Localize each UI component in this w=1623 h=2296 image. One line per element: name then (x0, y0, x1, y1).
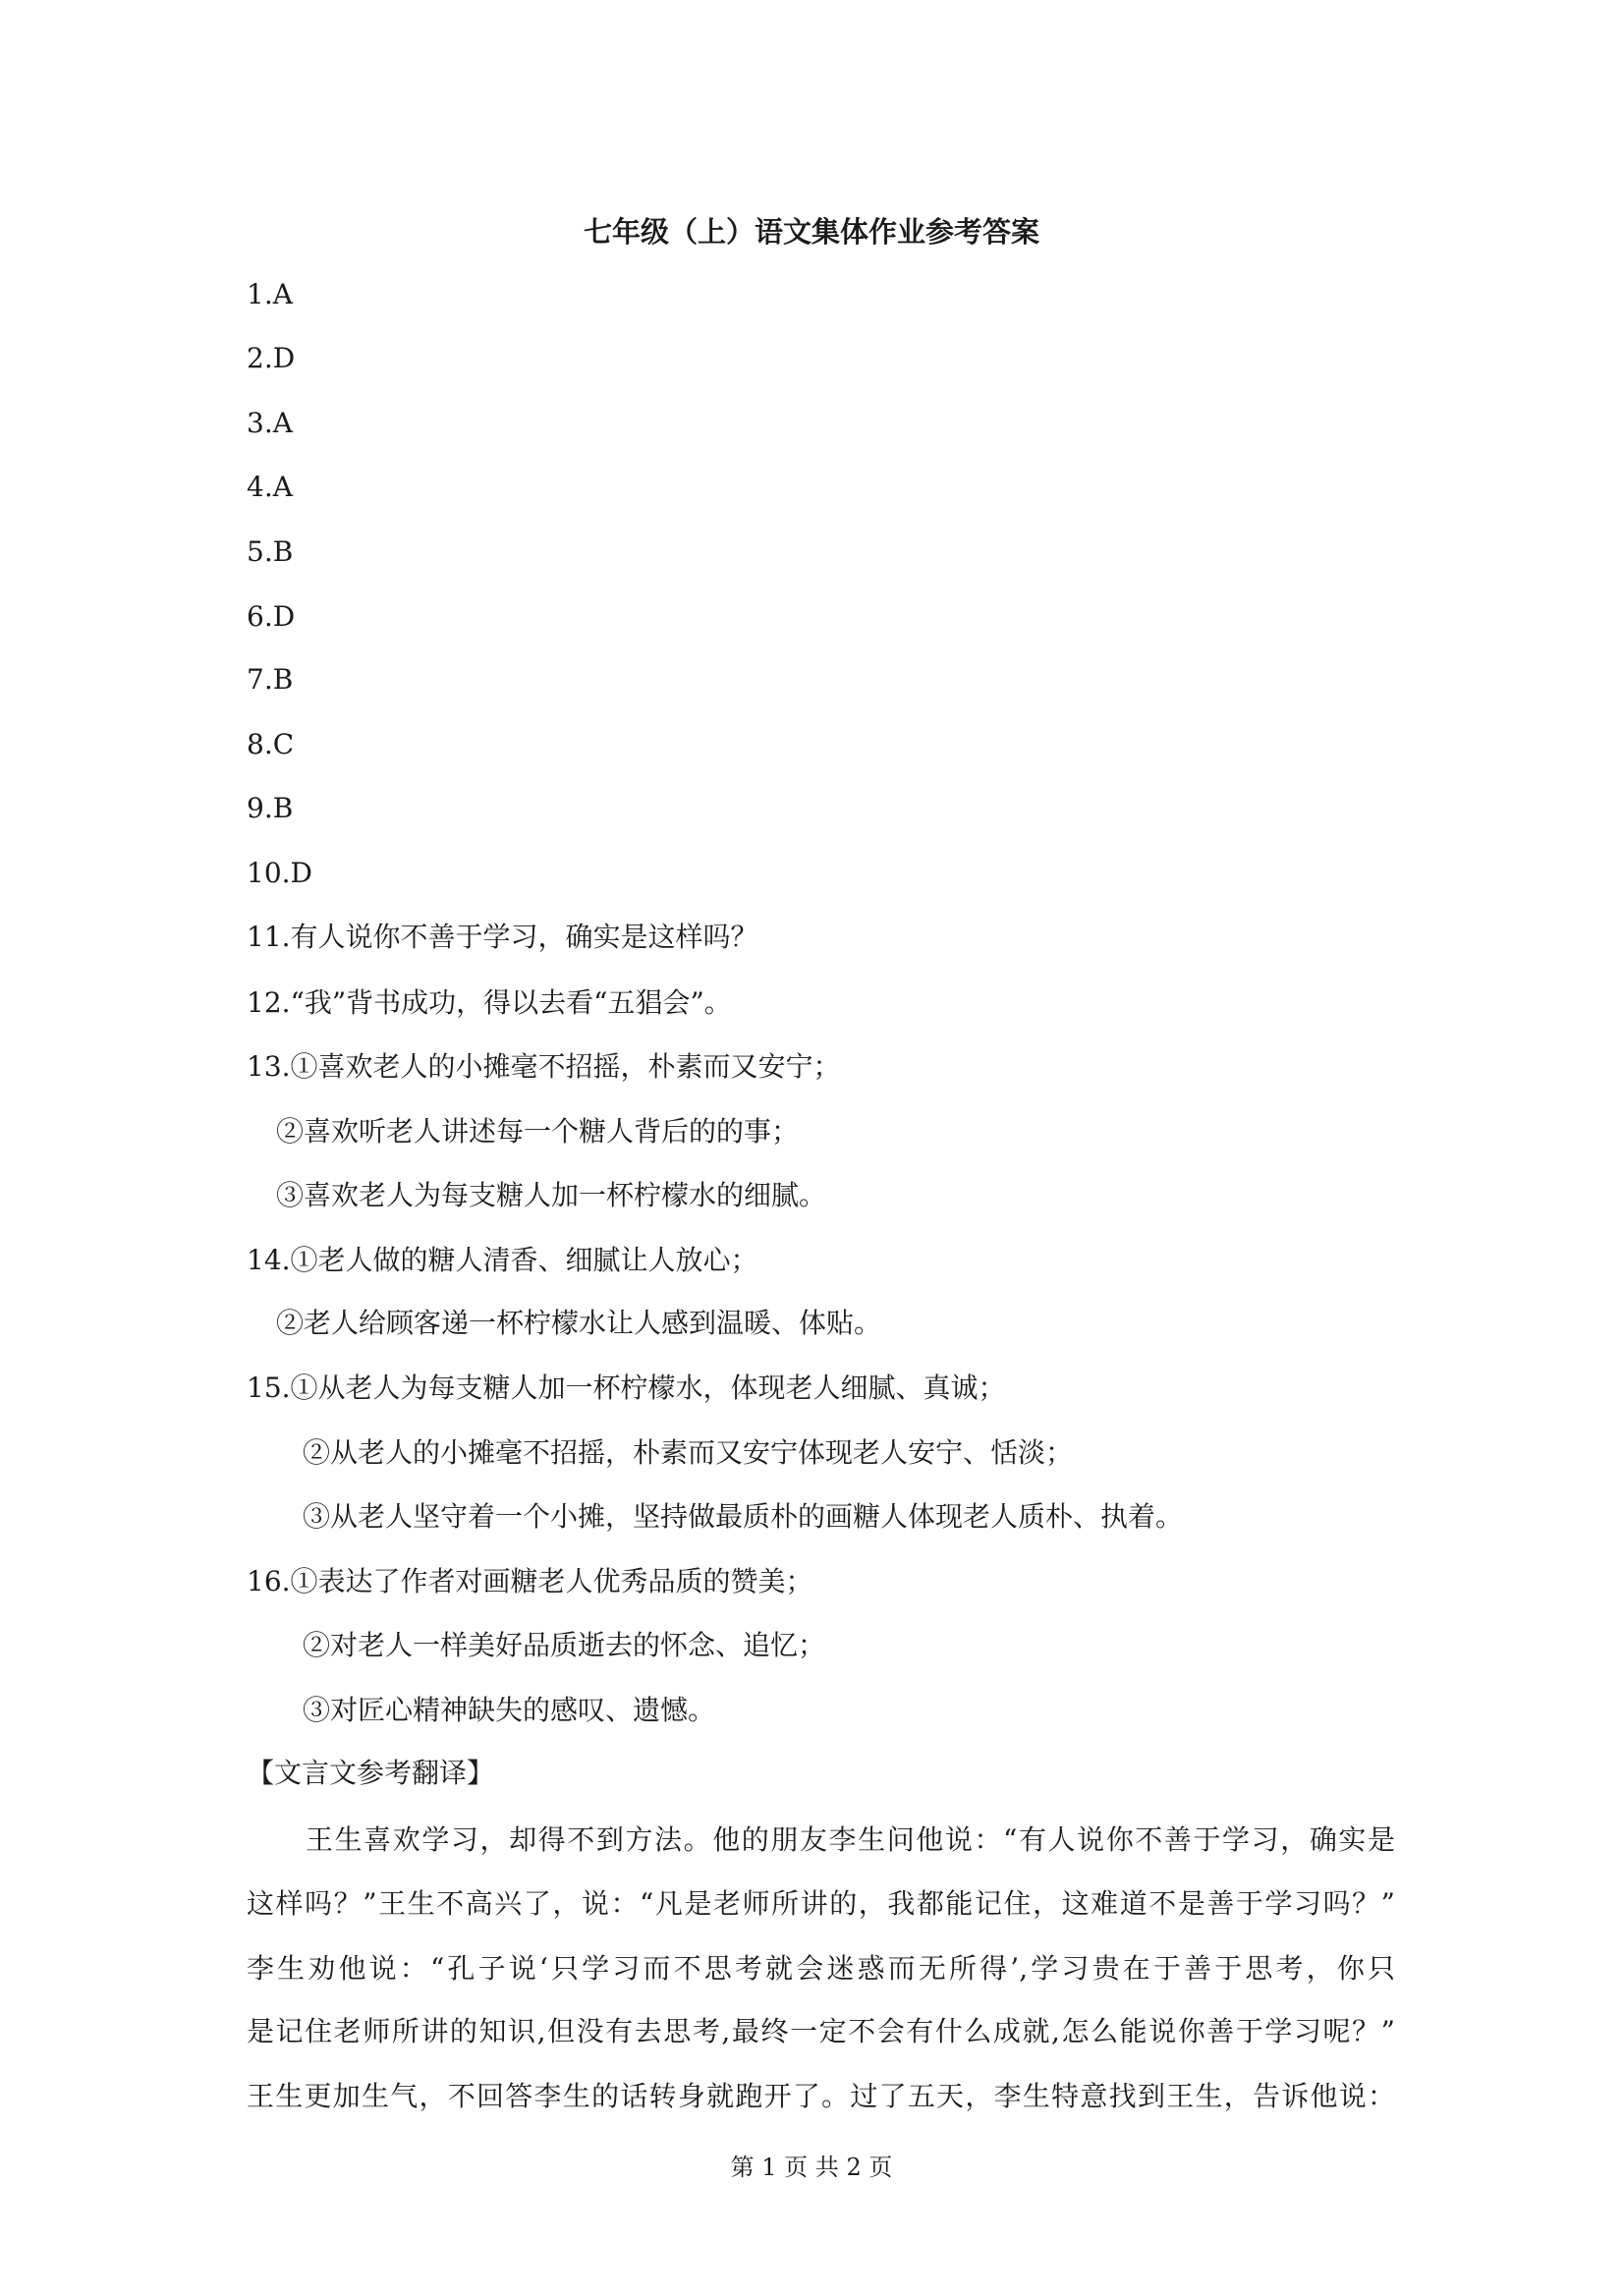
answer-item: 4.A (247, 471, 293, 503)
answer-item: 16.①表达了作者对画糖老人优秀品质的赞美； (247, 1565, 813, 1597)
answer-subitem: ③喜欢老人为每支糖人加一杯柠檬水的细腻。 (276, 1179, 827, 1211)
answer-item: 15.①从老人为每支糖人加一杯柠檬水，体现老人细腻、真诚； (247, 1372, 1006, 1404)
answer-subitem: ②喜欢听老人讲述每一个糖人背后的的事； (276, 1115, 800, 1148)
translation-line: 王生喜欢学习，却得不到方法。他的朋友李生问他说：“有人说你不善于学习，确实是 (306, 1823, 1395, 1856)
translation-line: 这样吗？”王生不高兴了，说：“凡是老师所讲的，我都能记住，这难道不是善于学习吗？” (247, 1887, 1395, 1920)
answer-subitem: ③从老人坚守着一个小摊，坚持做最质朴的画糖人体现老人质朴、执着。 (303, 1500, 1184, 1533)
answer-item: 8.C (247, 728, 295, 760)
answer-item: 1.A (247, 278, 293, 310)
page-footer: 第 1 页 共 2 页 (730, 2154, 893, 2181)
answer-item: 7.B (247, 663, 294, 696)
translation-line: 李生劝他说：“孔子说‘只学习而不思考就会迷惑而无所得’,学习贵在于善于思考，你只 (247, 1952, 1395, 1985)
answer-item: 13.①喜欢老人的小摊毫不招摇，朴素而又安宁； (247, 1050, 841, 1083)
answer-item: 11.有人说你不善于学习，确实是这样吗？ (247, 921, 758, 953)
answer-subitem: ③对匠心精神缺失的感叹、遗憾。 (303, 1694, 716, 1726)
answer-item: 2.D (247, 342, 296, 374)
answer-item: 5.B (247, 535, 294, 568)
answer-subitem: ②从老人的小摊毫不招摇，朴素而又安宁体现老人安宁、恬淡； (303, 1436, 1074, 1469)
answer-item: 6.D (247, 600, 296, 633)
translation-line: 王生更加生气，不回答李生的话转身就跑开了。过了五天，李生特意找到王生，告诉他说： (247, 2080, 1395, 2112)
answer-item: 12.“我”背书成功，得以去看“五猖会”。 (247, 986, 732, 1019)
answer-item: 9.B (247, 792, 294, 824)
answer-item: 10.D (247, 857, 312, 889)
answer-item: 3.A (247, 407, 293, 439)
answer-subitem: ②对老人一样美好品质逝去的怀念、追忆； (303, 1629, 826, 1661)
section-heading: 【文言文参考翻译】 (247, 1757, 495, 1789)
translation-line: 是记住老师所讲的知识,但没有去思考,最终一定不会有什么成就,怎么能说你善于学习呢？” (247, 2015, 1395, 2047)
answer-item: 14.①老人做的糖人清香、细腻让人放心； (247, 1244, 758, 1276)
page-title: 七年级（上）语文集体作业参考答案 (583, 215, 1039, 249)
answer-subitem: ②老人给顾客递一杯柠檬水让人感到温暖、体贴。 (276, 1307, 882, 1339)
